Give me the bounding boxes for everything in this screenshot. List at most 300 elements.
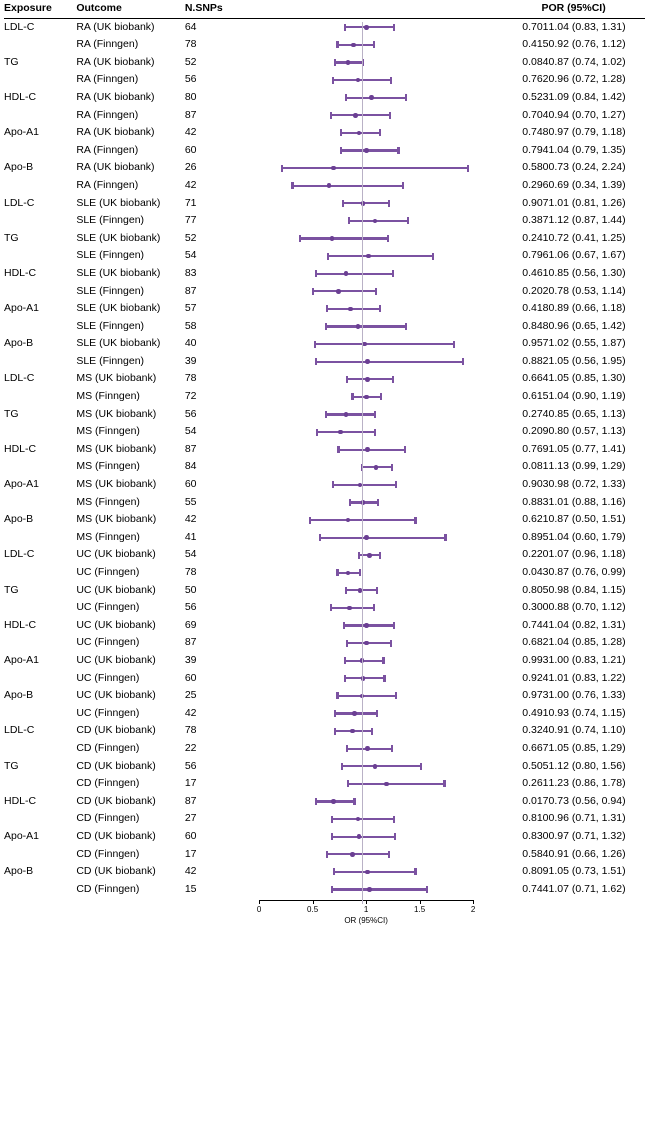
cell-nsnps: 54 bbox=[184, 249, 197, 262]
cell-outcome: RA (Finngen) bbox=[76, 178, 139, 191]
cell-exposure: HDL-C bbox=[4, 442, 37, 455]
cell-outcome: CD (UK biobank) bbox=[76, 865, 156, 878]
cell-pvalue: 0.796 bbox=[522, 249, 549, 262]
cell-outcome: UC (Finngen) bbox=[76, 601, 140, 614]
cell-nsnps: 87 bbox=[184, 636, 197, 649]
cell-or: 0.93 (0.74, 1.15) bbox=[548, 706, 626, 719]
cell-nsnps: 78 bbox=[184, 724, 197, 737]
cell-pvalue: 0.324 bbox=[522, 724, 549, 737]
cell-outcome: SLE (UK biobank) bbox=[76, 196, 161, 209]
cell-exposure: LDL-C bbox=[4, 20, 35, 33]
table-row bbox=[4, 476, 645, 494]
cell-or: 1.01 (0.81, 1.26) bbox=[548, 196, 626, 209]
table-row bbox=[4, 546, 645, 564]
cell-nsnps: 87 bbox=[184, 284, 197, 297]
cell-pvalue: 0.241 bbox=[522, 231, 549, 244]
cell-pvalue: 0.202 bbox=[522, 284, 549, 297]
cell-outcome: SLE (UK biobank) bbox=[76, 302, 161, 315]
table-row bbox=[4, 335, 645, 353]
cell-outcome: CD (Finngen) bbox=[76, 777, 140, 790]
cell-or: 1.04 (0.60, 1.79) bbox=[548, 530, 626, 543]
cell-pvalue: 0.523 bbox=[522, 90, 549, 103]
cell-exposure bbox=[4, 71, 76, 89]
cell-nsnps: 41 bbox=[184, 530, 197, 543]
cell-pvalue: 0.664 bbox=[522, 372, 549, 385]
cell-outcome: UC (UK biobank) bbox=[76, 618, 156, 631]
table-row bbox=[4, 142, 645, 160]
cell-exposure bbox=[4, 318, 76, 336]
cell-or: 1.04 (0.90, 1.19) bbox=[548, 390, 626, 403]
table-row bbox=[4, 318, 645, 336]
cell-exposure: Apo-B bbox=[4, 513, 34, 526]
cell-pvalue: 0.973 bbox=[522, 689, 549, 702]
cell-nsnps: 52 bbox=[184, 231, 197, 244]
cell-outcome: SLE (UK biobank) bbox=[76, 231, 161, 244]
cell-or: 1.01 (0.83, 1.22) bbox=[548, 671, 626, 684]
cell-nsnps: 60 bbox=[184, 829, 197, 842]
table-row bbox=[4, 124, 645, 142]
cell-exposure: TG bbox=[4, 55, 19, 68]
cell-exposure bbox=[4, 353, 76, 371]
cell-or: 1.05 (0.85, 1.29) bbox=[548, 741, 626, 754]
cell-nsnps: 72 bbox=[184, 390, 197, 403]
cell-or: 1.04 (0.79, 1.35) bbox=[548, 143, 626, 156]
axis-tick-label: 0.5 bbox=[307, 905, 319, 915]
cell-outcome: MS (Finngen) bbox=[76, 425, 140, 438]
cell-outcome: UC (UK biobank) bbox=[76, 583, 156, 596]
cell-pvalue: 0.461 bbox=[522, 266, 549, 279]
cell-nsnps: 56 bbox=[184, 73, 197, 86]
cell-pvalue: 0.621 bbox=[522, 513, 549, 526]
cell-exposure: Apo-B bbox=[4, 337, 34, 350]
cell-pvalue: 0.682 bbox=[522, 636, 549, 649]
cell-or: 0.88 (0.70, 1.12) bbox=[548, 601, 626, 614]
cell-pvalue: 0.296 bbox=[522, 178, 549, 191]
table-row bbox=[4, 810, 645, 828]
cell-nsnps: 52 bbox=[184, 55, 197, 68]
cell-nsnps: 64 bbox=[184, 20, 197, 33]
cell-outcome: RA (UK biobank) bbox=[76, 90, 155, 103]
cell-outcome: SLE (Finngen) bbox=[76, 249, 145, 262]
table-row bbox=[4, 195, 645, 213]
cell-or: 1.13 (0.99, 1.29) bbox=[548, 460, 626, 473]
cell-exposure: Apo-A1 bbox=[4, 126, 40, 139]
cell-exposure bbox=[4, 564, 76, 582]
axis-tick-label: 1 bbox=[363, 905, 369, 915]
cell-or: 1.04 (0.83, 1.31) bbox=[548, 20, 626, 33]
axis-tick-label: 1.5 bbox=[414, 905, 426, 915]
cell-or: 1.07 (0.71, 1.62) bbox=[548, 882, 626, 895]
cell-nsnps: 25 bbox=[184, 689, 197, 702]
axis-tick bbox=[366, 900, 367, 904]
cell-nsnps: 42 bbox=[184, 706, 197, 719]
cell-pvalue: 0.387 bbox=[522, 214, 549, 227]
cell-pvalue: 0.505 bbox=[522, 759, 549, 772]
table-row bbox=[4, 599, 645, 617]
cell-nsnps: 56 bbox=[184, 601, 197, 614]
cell-or: 0.72 (0.41, 1.25) bbox=[548, 231, 626, 244]
table-row bbox=[4, 617, 645, 635]
cell-pvalue: 0.903 bbox=[522, 478, 549, 491]
table-row bbox=[4, 740, 645, 758]
cell-pvalue: 0.830 bbox=[522, 829, 549, 842]
cell-pvalue: 0.220 bbox=[522, 548, 549, 561]
cell-pvalue: 0.084 bbox=[522, 55, 549, 68]
table-row bbox=[4, 670, 645, 688]
cell-outcome: RA (UK biobank) bbox=[76, 55, 155, 68]
cell-exposure bbox=[4, 247, 76, 265]
cell-pvalue: 0.667 bbox=[522, 741, 549, 754]
cell-exposure: Apo-A1 bbox=[4, 829, 40, 842]
cell-outcome: RA (Finngen) bbox=[76, 38, 139, 51]
cell-outcome: MS (UK biobank) bbox=[76, 407, 157, 420]
cell-or: 0.85 (0.65, 1.13) bbox=[548, 407, 626, 420]
axis-area bbox=[4, 900, 645, 934]
cell-nsnps: 57 bbox=[184, 302, 197, 315]
cell-pvalue: 0.769 bbox=[522, 442, 549, 455]
cell-outcome: RA (Finngen) bbox=[76, 143, 139, 156]
cell-exposure bbox=[4, 494, 76, 512]
cell-or: 1.04 (0.82, 1.31) bbox=[548, 618, 626, 631]
header-or: OR (95%CI) bbox=[549, 0, 645, 18]
table-row bbox=[4, 634, 645, 652]
cell-outcome: SLE (Finngen) bbox=[76, 214, 145, 227]
cell-nsnps: 42 bbox=[184, 513, 197, 526]
cell-pvalue: 0.300 bbox=[522, 601, 549, 614]
cell-pvalue: 0.261 bbox=[522, 777, 549, 790]
cell-pvalue: 0.907 bbox=[522, 196, 549, 209]
cell-or: 0.85 (0.56, 1.30) bbox=[548, 266, 626, 279]
table-row bbox=[4, 758, 645, 776]
forest-table bbox=[4, 0, 645, 898]
cell-exposure bbox=[4, 599, 76, 617]
cell-or: 0.92 (0.76, 1.12) bbox=[548, 38, 626, 51]
table-row bbox=[4, 529, 645, 547]
cell-or: 1.12 (0.87, 1.44) bbox=[548, 214, 626, 227]
cell-nsnps: 27 bbox=[184, 812, 197, 825]
table-row bbox=[4, 564, 645, 582]
cell-exposure: Apo-A1 bbox=[4, 302, 40, 315]
cell-exposure bbox=[4, 107, 76, 125]
header-outcome: Outcome bbox=[76, 0, 185, 18]
cell-exposure: TG bbox=[4, 583, 19, 596]
cell-or: 1.01 (0.88, 1.16) bbox=[548, 495, 626, 508]
cell-outcome: UC (Finngen) bbox=[76, 706, 140, 719]
cell-exposure: Apo-B bbox=[4, 161, 34, 174]
cell-exposure bbox=[4, 775, 76, 793]
table-row bbox=[4, 18, 645, 36]
cell-outcome: MS (Finngen) bbox=[76, 530, 140, 543]
cell-or: 0.91 (0.66, 1.26) bbox=[548, 847, 626, 860]
cell-outcome: CD (Finngen) bbox=[76, 882, 140, 895]
cell-or: 0.96 (0.71, 1.31) bbox=[548, 812, 626, 825]
cell-or: 0.87 (0.50, 1.51) bbox=[548, 513, 626, 526]
cell-nsnps: 78 bbox=[184, 38, 197, 51]
axis-tick bbox=[420, 900, 421, 904]
cell-exposure: HDL-C bbox=[4, 794, 37, 807]
table-row bbox=[4, 582, 645, 600]
cell-nsnps: 56 bbox=[184, 759, 197, 772]
cell-pvalue: 0.882 bbox=[522, 354, 549, 367]
cell-outcome: CD (Finngen) bbox=[76, 812, 140, 825]
cell-outcome: MS (Finngen) bbox=[76, 390, 140, 403]
table-row bbox=[4, 265, 645, 283]
cell-pvalue: 0.615 bbox=[522, 390, 549, 403]
cell-outcome: MS (UK biobank) bbox=[76, 478, 157, 491]
cell-pvalue: 0.924 bbox=[522, 671, 549, 684]
table-row bbox=[4, 388, 645, 406]
table-row bbox=[4, 283, 645, 301]
cell-exposure bbox=[4, 529, 76, 547]
cell-exposure: LDL-C bbox=[4, 196, 35, 209]
table-row bbox=[4, 212, 645, 230]
table-row bbox=[4, 775, 645, 793]
cell-exposure: LDL-C bbox=[4, 724, 35, 737]
cell-outcome: RA (UK biobank) bbox=[76, 126, 155, 139]
cell-exposure bbox=[4, 705, 76, 723]
cell-pvalue: 0.418 bbox=[522, 302, 549, 315]
table-row bbox=[4, 159, 645, 177]
cell-pvalue: 0.415 bbox=[522, 38, 549, 51]
cell-pvalue: 0.491 bbox=[522, 706, 549, 719]
cell-outcome: UC (UK biobank) bbox=[76, 548, 156, 561]
cell-pvalue: 0.081 bbox=[522, 460, 549, 473]
cell-nsnps: 40 bbox=[184, 337, 197, 350]
cell-or: 1.00 (0.76, 1.33) bbox=[548, 689, 626, 702]
cell-exposure bbox=[4, 670, 76, 688]
cell-pvalue: 0.957 bbox=[522, 337, 549, 350]
cell-outcome: UC (Finngen) bbox=[76, 671, 140, 684]
cell-or: 1.06 (0.67, 1.67) bbox=[548, 249, 626, 262]
cell-exposure bbox=[4, 810, 76, 828]
cell-exposure: HDL-C bbox=[4, 618, 37, 631]
table-body bbox=[4, 18, 645, 898]
cell-exposure bbox=[4, 740, 76, 758]
cell-pvalue: 0.895 bbox=[522, 530, 549, 543]
cell-outcome: CD (UK biobank) bbox=[76, 829, 156, 842]
axis-tick-label: 0 bbox=[256, 905, 262, 915]
cell-or: 0.98 (0.84, 1.15) bbox=[548, 583, 626, 596]
cell-nsnps: 26 bbox=[184, 161, 197, 174]
cell-pvalue: 0.794 bbox=[522, 143, 549, 156]
table-row bbox=[4, 370, 645, 388]
cell-exposure: Apo-A1 bbox=[4, 478, 40, 491]
cell-nsnps: 50 bbox=[184, 583, 197, 596]
cell-or: 1.12 (0.80, 1.56) bbox=[548, 759, 626, 772]
cell-exposure: HDL-C bbox=[4, 266, 37, 279]
axis-title: OR (95%CI) bbox=[344, 916, 388, 926]
cell-exposure: HDL-C bbox=[4, 90, 37, 103]
table-row bbox=[4, 107, 645, 125]
cell-nsnps: 87 bbox=[184, 442, 197, 455]
axis-tick bbox=[473, 900, 474, 904]
table-row bbox=[4, 458, 645, 476]
cell-outcome: MS (UK biobank) bbox=[76, 372, 157, 385]
cell-or: 1.05 (0.77, 1.41) bbox=[548, 442, 626, 455]
table-row bbox=[4, 652, 645, 670]
table-row bbox=[4, 177, 645, 195]
cell-exposure bbox=[4, 846, 76, 864]
cell-nsnps: 22 bbox=[184, 741, 197, 754]
table-row bbox=[4, 89, 645, 107]
cell-pvalue: 0.805 bbox=[522, 583, 549, 596]
cell-nsnps: 54 bbox=[184, 548, 197, 561]
cell-outcome: RA (Finngen) bbox=[76, 73, 139, 86]
cell-nsnps: 56 bbox=[184, 407, 197, 420]
cell-or: 1.00 (0.83, 1.21) bbox=[548, 653, 626, 666]
cell-pvalue: 0.584 bbox=[522, 847, 549, 860]
table-row bbox=[4, 705, 645, 723]
cell-or: 1.05 (0.73, 1.51) bbox=[548, 865, 626, 878]
cell-or: 0.96 (0.72, 1.28) bbox=[548, 73, 626, 86]
cell-pvalue: 0.993 bbox=[522, 653, 549, 666]
cell-or: 0.69 (0.34, 1.39) bbox=[548, 178, 626, 191]
cell-pvalue: 0.809 bbox=[522, 865, 549, 878]
table-row bbox=[4, 828, 645, 846]
cell-exposure: TG bbox=[4, 407, 19, 420]
cell-nsnps: 17 bbox=[184, 847, 197, 860]
cell-outcome: RA (UK biobank) bbox=[76, 20, 155, 33]
cell-nsnps: 71 bbox=[184, 196, 197, 209]
table-row bbox=[4, 230, 645, 248]
cell-pvalue: 0.017 bbox=[522, 794, 549, 807]
table-row bbox=[4, 722, 645, 740]
cell-or: 1.02 (0.55, 1.87) bbox=[548, 337, 626, 350]
cell-or: 0.91 (0.74, 1.10) bbox=[548, 724, 626, 737]
table-row bbox=[4, 687, 645, 705]
cell-or: 1.05 (0.56, 1.95) bbox=[548, 354, 626, 367]
cell-exposure: Apo-A1 bbox=[4, 653, 40, 666]
table-row bbox=[4, 423, 645, 441]
cell-pvalue: 0.744 bbox=[522, 882, 549, 895]
table-row bbox=[4, 300, 645, 318]
cell-exposure: LDL-C bbox=[4, 372, 35, 385]
cell-outcome: CD (UK biobank) bbox=[76, 724, 156, 737]
cell-exposure bbox=[4, 212, 76, 230]
table-row bbox=[4, 793, 645, 811]
cell-or: 0.94 (0.70, 1.27) bbox=[548, 108, 626, 121]
cell-nsnps: 60 bbox=[184, 478, 197, 491]
table-row bbox=[4, 54, 645, 72]
cell-exposure bbox=[4, 881, 76, 899]
table-row bbox=[4, 846, 645, 864]
cell-or: 0.73 (0.56, 0.94) bbox=[548, 794, 626, 807]
cell-pvalue: 0.274 bbox=[522, 407, 549, 420]
cell-nsnps: 17 bbox=[184, 777, 197, 790]
table-header bbox=[4, 0, 645, 18]
cell-nsnps: 77 bbox=[184, 214, 197, 227]
cell-nsnps: 83 bbox=[184, 266, 197, 279]
cell-outcome: SLE (Finngen) bbox=[76, 284, 145, 297]
cell-outcome: SLE (UK biobank) bbox=[76, 337, 161, 350]
cell-outcome: SLE (Finngen) bbox=[76, 354, 145, 367]
table-row bbox=[4, 494, 645, 512]
table-row bbox=[4, 863, 645, 881]
cell-or: 0.97 (0.71, 1.32) bbox=[548, 829, 626, 842]
table-row bbox=[4, 441, 645, 459]
cell-exposure bbox=[4, 458, 76, 476]
cell-exposure: TG bbox=[4, 759, 19, 772]
cell-or: 0.98 (0.72, 1.33) bbox=[548, 478, 626, 491]
cell-or: 1.23 (0.86, 1.78) bbox=[548, 777, 626, 790]
cell-outcome: CD (UK biobank) bbox=[76, 759, 156, 772]
cell-exposure bbox=[4, 142, 76, 160]
cell-outcome: UC (Finngen) bbox=[76, 566, 140, 578]
header-exposure: Exposure bbox=[4, 0, 76, 18]
cell-pvalue: 0.580 bbox=[522, 161, 549, 174]
table-row bbox=[4, 247, 645, 265]
cell-outcome: RA (Finngen) bbox=[76, 108, 139, 121]
cell-pvalue: 0.748 bbox=[522, 126, 549, 139]
cell-pvalue: 0.744 bbox=[522, 618, 549, 631]
cell-nsnps: 15 bbox=[184, 882, 197, 895]
cell-exposure: Apo-B bbox=[4, 865, 34, 878]
cell-outcome: CD (UK biobank) bbox=[76, 794, 156, 807]
cell-or: 1.09 (0.84, 1.42) bbox=[548, 90, 626, 103]
cell-nsnps: 60 bbox=[184, 671, 197, 684]
cell-pvalue: 0.701 bbox=[522, 20, 549, 33]
cell-or: 0.97 (0.79, 1.18) bbox=[548, 126, 626, 139]
cell-or: 0.78 (0.53, 1.14) bbox=[548, 284, 626, 297]
axis-tick-label: 2 bbox=[470, 905, 476, 915]
cell-nsnps: 60 bbox=[184, 143, 197, 156]
cell-or: 1.05 (0.85, 1.30) bbox=[548, 372, 626, 385]
axis-tick bbox=[313, 900, 314, 904]
cell-exposure bbox=[4, 423, 76, 441]
cell-nsnps: 78 bbox=[184, 566, 197, 578]
cell-pvalue: 0.762 bbox=[522, 73, 549, 86]
cell-outcome: CD (Finngen) bbox=[76, 741, 140, 754]
cell-exposure bbox=[4, 36, 76, 54]
cell-outcome: MS (UK biobank) bbox=[76, 442, 157, 455]
cell-exposure bbox=[4, 634, 76, 652]
cell-exposure: TG bbox=[4, 231, 19, 244]
cell-or: 0.87 (0.74, 1.02) bbox=[548, 55, 626, 68]
header-plot bbox=[247, 0, 478, 18]
cell-exposure bbox=[4, 177, 76, 195]
cell-nsnps: 55 bbox=[184, 495, 197, 508]
table-row bbox=[4, 36, 645, 54]
cell-pvalue: 0.704 bbox=[522, 108, 549, 121]
cell-or: 0.89 (0.66, 1.18) bbox=[548, 302, 626, 315]
cell-outcome: CD (Finngen) bbox=[76, 847, 140, 860]
cell-outcome: UC (UK biobank) bbox=[76, 653, 156, 666]
cell-nsnps: 39 bbox=[184, 653, 197, 666]
table-row bbox=[4, 353, 645, 371]
null-reference-line bbox=[362, 22, 363, 904]
cell-outcome: RA (UK biobank) bbox=[76, 161, 155, 174]
cell-nsnps: 58 bbox=[184, 319, 197, 332]
cell-nsnps: 42 bbox=[184, 126, 197, 139]
cell-outcome: UC (UK biobank) bbox=[76, 689, 156, 702]
cell-exposure bbox=[4, 283, 76, 301]
cell-or: 1.04 (0.85, 1.28) bbox=[548, 636, 626, 649]
table-row bbox=[4, 406, 645, 424]
cell-nsnps: 54 bbox=[184, 425, 197, 438]
cell-nsnps: 42 bbox=[184, 865, 197, 878]
cell-exposure: Apo-B bbox=[4, 689, 34, 702]
cell-exposure bbox=[4, 388, 76, 406]
cell-pvalue: 0.883 bbox=[522, 495, 549, 508]
cell-exposure: LDL-C bbox=[4, 548, 35, 561]
cell-outcome: MS (Finngen) bbox=[76, 495, 140, 508]
cell-outcome: MS (UK biobank) bbox=[76, 513, 157, 526]
cell-pvalue: 0.810 bbox=[522, 812, 549, 825]
x-axis bbox=[256, 900, 476, 926]
cell-or: 0.96 (0.65, 1.42) bbox=[548, 319, 626, 332]
cell-nsnps: 84 bbox=[184, 460, 197, 473]
cell-outcome: MS (Finngen) bbox=[76, 460, 140, 473]
